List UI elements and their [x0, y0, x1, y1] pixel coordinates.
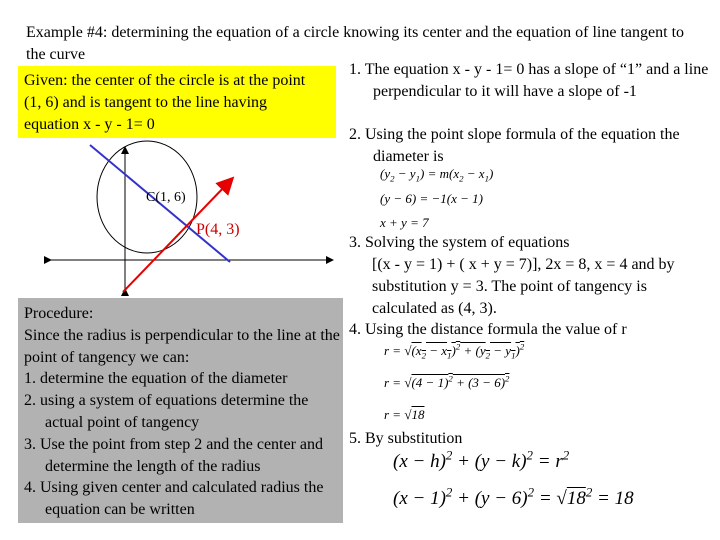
- equation-circle-final: $(x - 1)^2 + (y - 6)^2 = √18^2 = 18$: [393, 484, 634, 509]
- equation-diameter: x + y = 7: [380, 215, 429, 230]
- equation-circle-general: $(x - h)^2 + (y - k)^2 = r^2$: [393, 447, 570, 472]
- equation-distance-sub: $r = √(4 - 1)^2 + (3 - 6)^2$: [384, 373, 510, 390]
- solution-step-2: 2. Using the point slope formula of the equation the diameter is: [349, 126, 680, 165]
- center-label: C(1, 6): [146, 190, 186, 205]
- procedure-intro: Since the radius is perpendicular to the line at the point of tangency we can:: [24, 326, 340, 366]
- procedure-step: 4. Using given center and calculated radius the equation can be written: [24, 479, 324, 519]
- solution-step-3-heading: 3. Solving the system of equations: [349, 234, 570, 251]
- procedure-steps: [24, 368, 342, 521]
- procedure-heading: Procedure:: [24, 305, 94, 322]
- procedure-step: 1. determine the equation of the diameter: [24, 370, 288, 388]
- equation-point-slope: (y − 6) = −1(x − 1): [380, 191, 483, 206]
- solution-step-4: 4. Using the distance formula the value of r: [349, 321, 627, 338]
- procedure-step: 2. using a system of equations determine the actual point of tangency: [24, 392, 309, 431]
- solution-step-3-body: [(x - y = 1) + ( x + y = 7)], 2x = 8, x = 4 and by substitution y = 3. The point of tangency is calculated as (4, 3).: [372, 256, 675, 317]
- solution-step-5: 5. By substitution: [349, 430, 463, 447]
- solution-step-1: 1. The equation x - y - 1= 0 has a slope of “1” and a line perpendicular to it will have a slope of -1: [349, 61, 709, 100]
- given-text: Given: the center of the circle is at the point (1, 6) and is tangent to the line having equation x - y - 1= 0: [24, 72, 306, 133]
- point-label: P(4, 3): [196, 221, 240, 238]
- equation-r-value: r = √18: [384, 407, 425, 422]
- equation-point-slope-general: $(y_2 - y_1) = m(x_2 - x_1)$: [380, 166, 494, 184]
- page-title: Example #4: determining the equation of a circle knowing its center and the equation of line tangent to the curve: [26, 24, 685, 63]
- equation-distance-general: $r = √(x_2 - x_1)^2 + (y_2 - y_1)^2$: [384, 341, 525, 361]
- procedure-text: [24, 303, 342, 521]
- circle-diagram: [40, 140, 345, 300]
- procedure-step: 3. Use the point from step 2 and the center and determine the length of the radius: [24, 435, 324, 475]
